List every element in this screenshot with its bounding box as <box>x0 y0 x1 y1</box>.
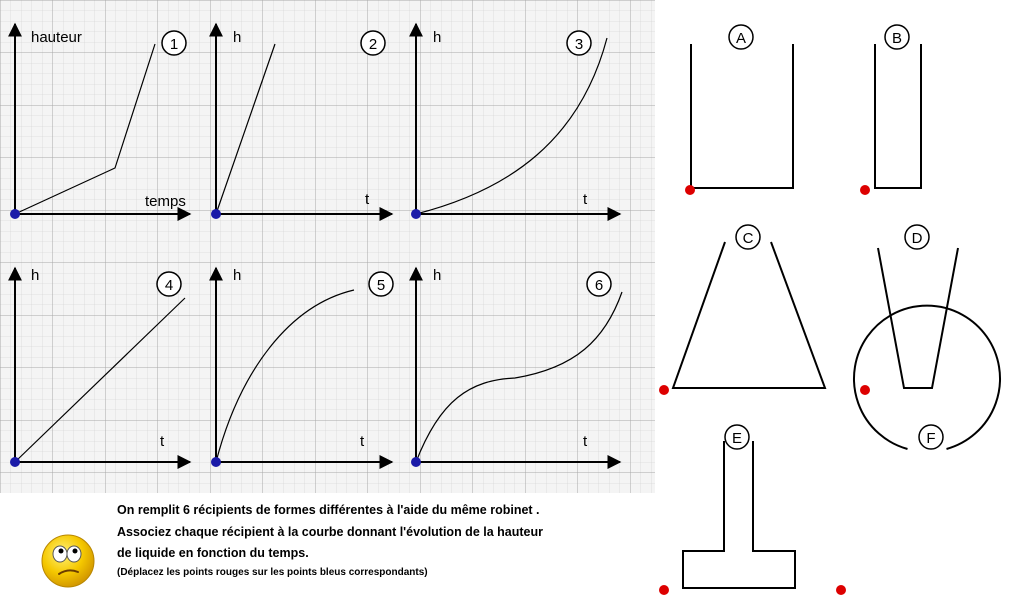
instruction-line-2: Associez chaque récipient à la courbe donnant l'évolution de la hauteur <box>117 524 543 539</box>
x-axis-label: temps <box>145 193 186 210</box>
instruction-line-1: On remplit 6 récipients de formes différentes à l'aide du même robinet . <box>117 503 540 517</box>
x-axis-label: t <box>365 191 370 208</box>
graph-number: 5 <box>376 277 386 294</box>
red-point-c[interactable] <box>659 385 669 395</box>
container-d-shape <box>878 248 958 388</box>
blue-point-4 <box>10 457 20 467</box>
container-a <box>685 25 793 195</box>
instruction-line-3: de liquide en fonction du temps. <box>117 546 309 560</box>
container-label: A <box>735 30 747 47</box>
containers-group <box>659 25 1000 595</box>
blue-point-6 <box>411 457 421 467</box>
graph-number: 4 <box>164 277 174 294</box>
x-axis-label: t <box>583 191 588 208</box>
y-axis-label: h <box>433 267 442 284</box>
blue-point-2 <box>211 209 221 219</box>
container-c-shape <box>673 242 825 388</box>
container-d <box>860 225 958 395</box>
container-label: B <box>891 30 903 47</box>
container-b <box>860 25 921 195</box>
y-axis-label: h <box>31 267 40 284</box>
graph-number: 3 <box>574 36 584 53</box>
red-point-b[interactable] <box>860 185 870 195</box>
y-axis-label: h <box>433 29 442 46</box>
x-axis-label: t <box>360 433 365 450</box>
container-c <box>659 225 825 395</box>
container-label: D <box>911 230 923 247</box>
container-e <box>659 425 795 595</box>
x-axis-label: t <box>583 433 588 450</box>
container-e-shape <box>683 441 795 588</box>
red-point-e[interactable] <box>659 585 669 595</box>
y-axis-label: h <box>233 29 242 46</box>
red-point-a[interactable] <box>685 185 695 195</box>
container-label: C <box>742 230 754 247</box>
graph-number: 2 <box>368 36 378 53</box>
container-b-shape <box>875 44 921 188</box>
instruction-hint: (Déplacez les points rouges sur les points bleus correspondants) <box>117 566 428 578</box>
red-point-d[interactable] <box>860 385 870 395</box>
container-label: E <box>731 430 743 447</box>
instructions-block <box>117 500 647 581</box>
red-point-f[interactable] <box>836 585 846 595</box>
graph-number: 6 <box>594 277 604 294</box>
blue-point-1 <box>10 209 20 219</box>
graph-number: 1 <box>169 36 179 53</box>
container-f <box>836 306 1000 595</box>
blue-point-5 <box>211 457 221 467</box>
blue-point-3 <box>411 209 421 219</box>
container-a-shape <box>691 44 793 188</box>
x-axis-label: t <box>160 433 165 450</box>
y-axis-label: hauteur <box>31 29 82 46</box>
container-label: F <box>926 430 936 447</box>
thinking-smiley-icon <box>40 533 96 589</box>
y-axis-label: h <box>233 267 242 284</box>
